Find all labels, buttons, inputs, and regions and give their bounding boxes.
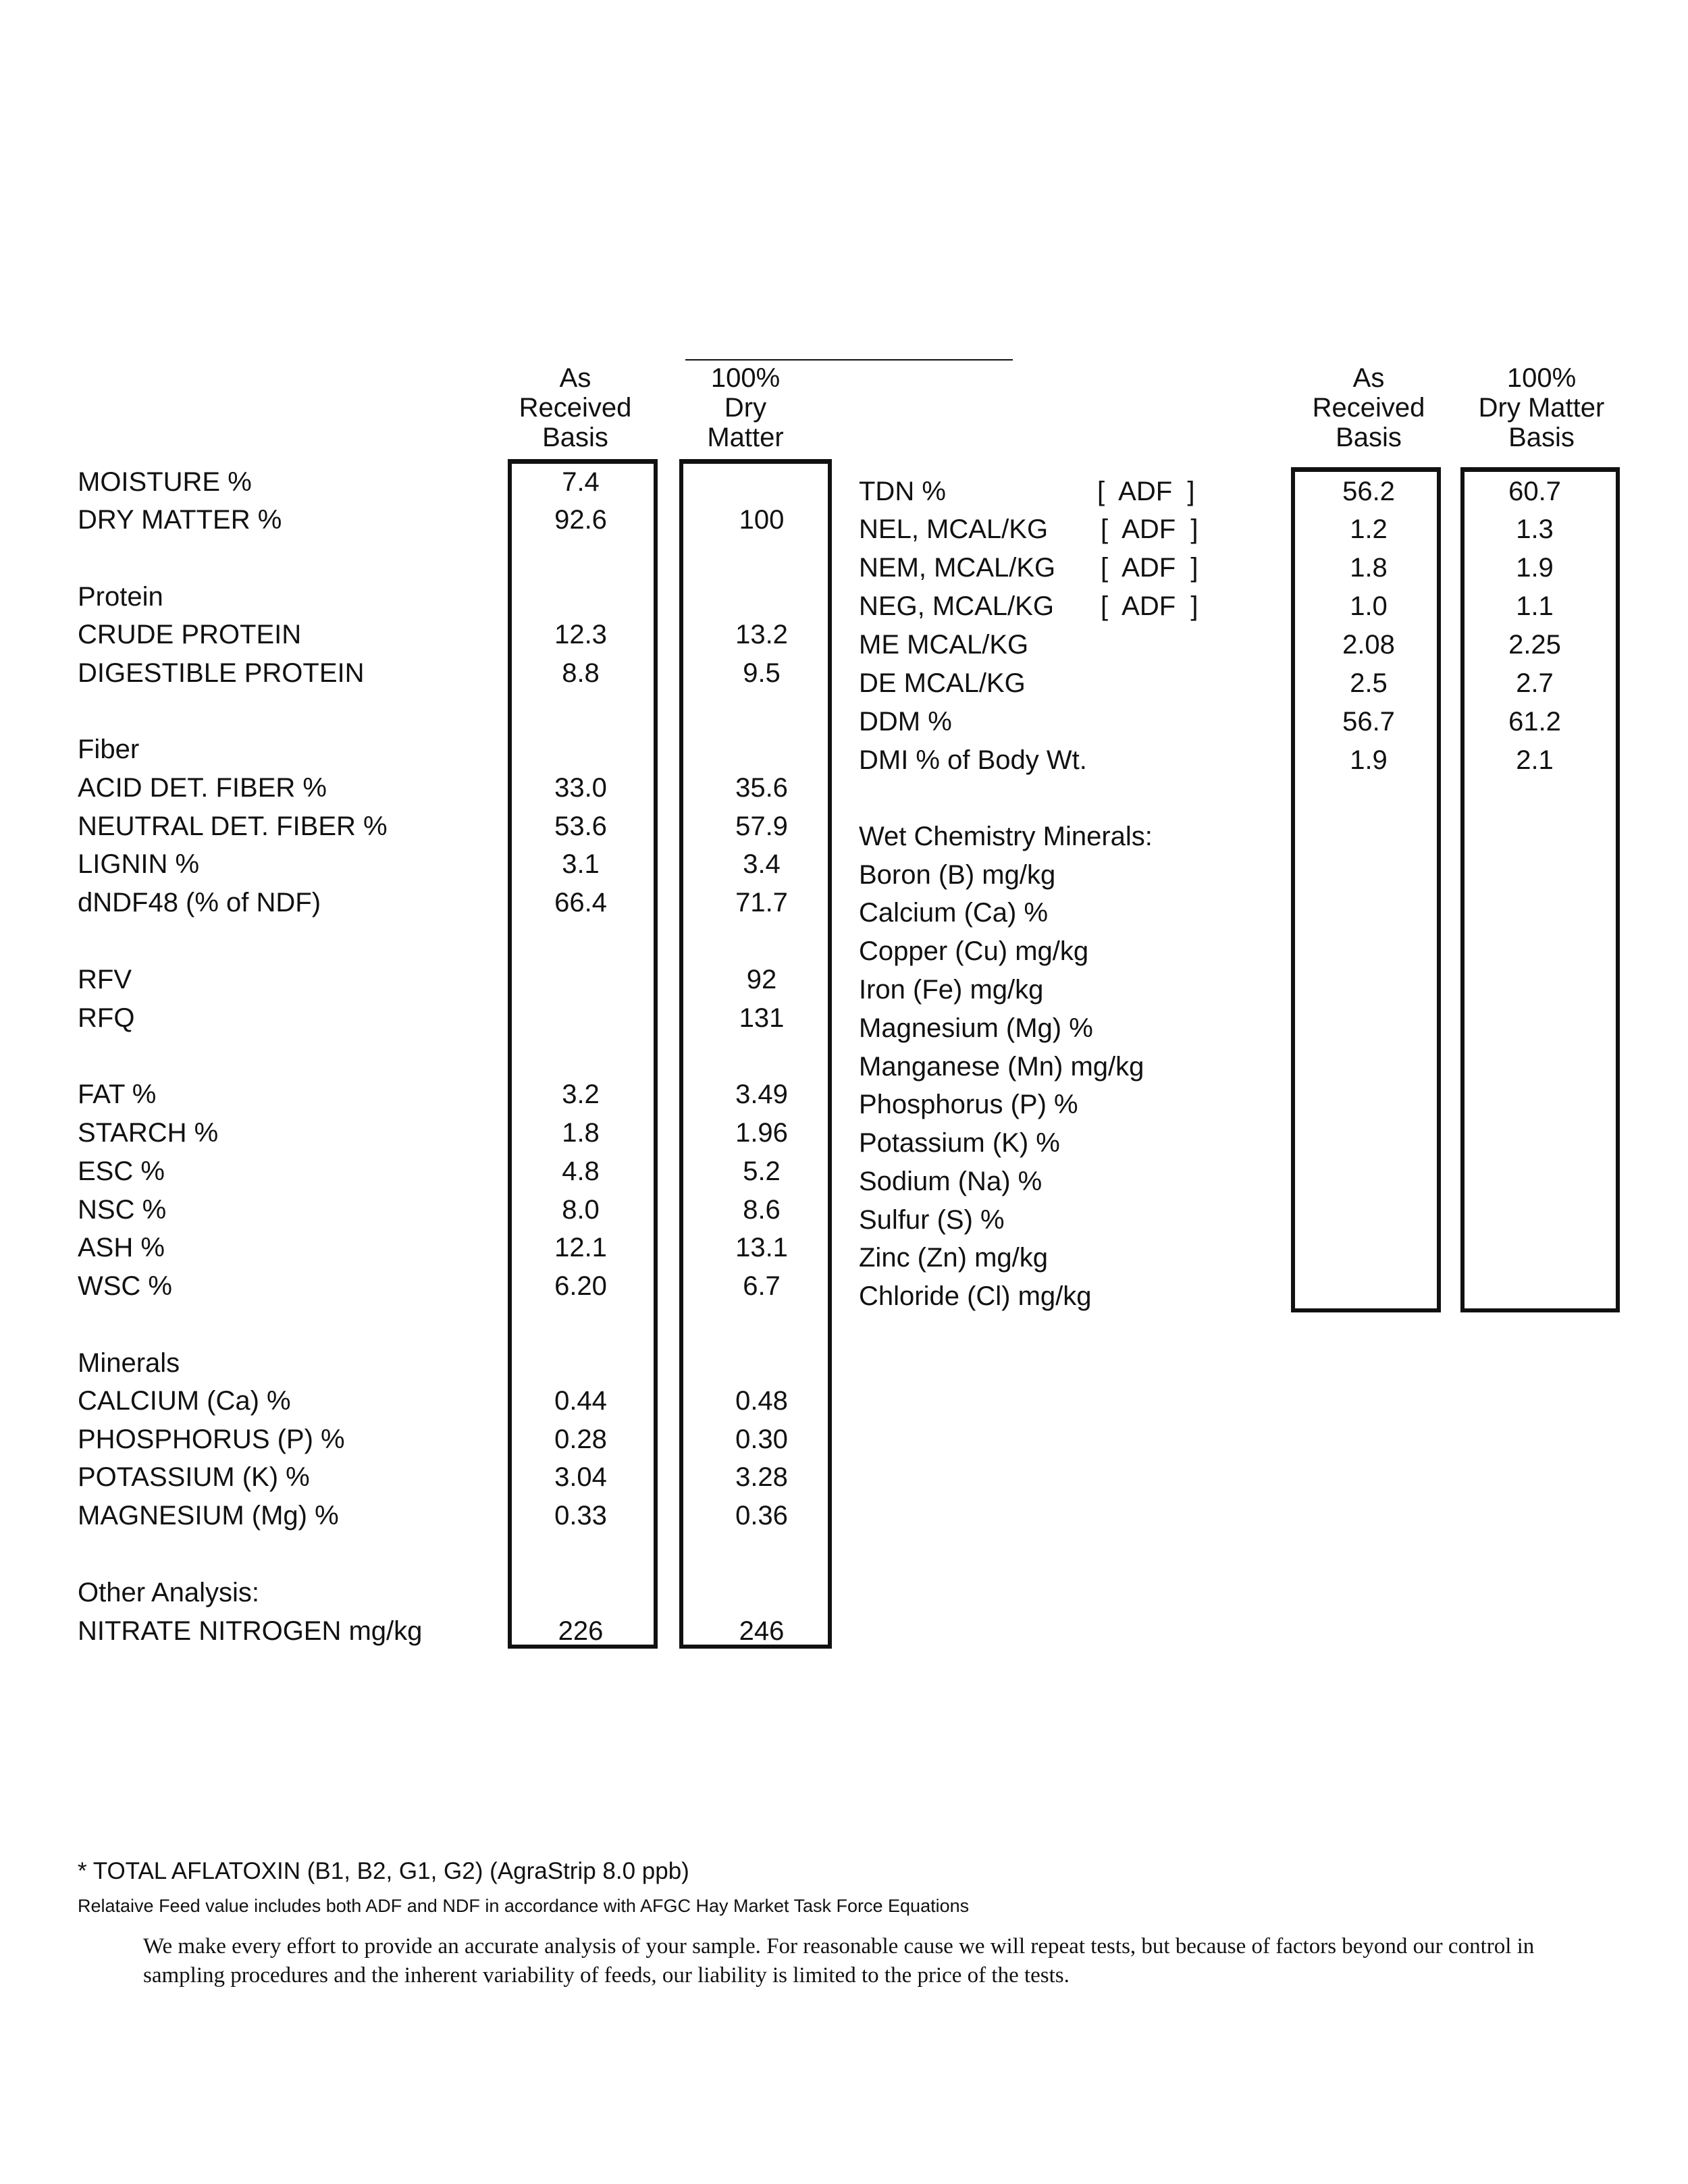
value-neg-dry: 1.1 [1516,591,1554,621]
value-me-as-received: 2.08 [1342,630,1395,660]
mineral-zinc: Zinc (Zn) mg/kg [859,1243,1049,1273]
header-line: Basis [542,423,608,452]
value-esc-as-received: 4.8 [562,1156,600,1186]
header-line: Dry Matter [1478,393,1605,423]
header-line: Basis [1336,423,1402,452]
value-phosphorus-as-received: 0.28 [554,1424,607,1454]
value-starch-dry: 1.96 [735,1118,788,1148]
row-label-rfq: RFQ [78,1003,135,1033]
value-nsc-as-received: 8.0 [562,1195,600,1225]
value-nel-as-received: 1.2 [1350,514,1388,544]
header-line: 100% [1506,363,1577,393]
row-label-adf: ACID DET. FIBER % [78,773,327,803]
value-crude-protein-dry: 13.2 [735,620,788,649]
row-label-neg: NEG, MCAL/KG [859,591,1054,621]
value-magnesium-dry: 0.36 [735,1501,788,1530]
header-line: As [1352,363,1385,393]
value-nem-as-received: 1.8 [1350,553,1388,583]
row-label-fat: FAT % [78,1080,157,1109]
value-fat-as-received: 3.2 [562,1080,600,1109]
mineral-sodium: Sodium (Na) % [859,1167,1043,1196]
mineral-sulfur: Sulfur (S) % [859,1205,1005,1235]
mineral-magnesium: Magnesium (Mg) % [859,1013,1093,1043]
value-nsc-dry: 8.6 [743,1195,781,1225]
value-calcium-dry: 0.48 [735,1386,788,1416]
value-dndf48-dry: 71.7 [735,888,788,917]
value-crude-protein-as-received: 12.3 [554,620,607,649]
value-digestible-protein-dry: 9.5 [743,658,781,688]
section-protein: Protein [78,582,163,612]
section-fiber: Fiber [78,735,140,764]
value-ndf-as-received: 53.6 [554,811,607,841]
value-wsc-as-received: 6.20 [554,1271,607,1301]
row-label-tdn: TDN % [859,477,946,506]
row-label-esc: ESC % [78,1156,165,1186]
header-rule [685,359,1013,361]
rfv-note: Relataive Feed value includes both ADF and NDF in accordance with AFGC Hay Market Task Force Equations [78,1896,970,1916]
row-label-moisture: MOISTURE % [78,467,252,497]
value-ash-as-received: 12.1 [554,1233,607,1262]
header-line: Received [519,393,632,423]
value-fat-dry: 3.49 [735,1080,788,1109]
value-ash-dry: 13.1 [735,1233,788,1262]
value-potassium-dry: 3.28 [735,1462,788,1492]
mineral-calcium: Calcium (Ca) % [859,898,1049,928]
value-rfq-dry: 131 [739,1003,785,1033]
header-line: Basis [1508,423,1575,452]
row-label-digestible-protein: DIGESTIBLE PROTEIN [78,658,365,688]
mineral-manganese: Manganese (Mn) mg/kg [859,1052,1144,1082]
row-label-crude-protein: CRUDE PROTEIN [78,620,302,649]
row-label-wsc: WSC % [78,1271,172,1301]
value-dndf48-as-received: 66.4 [554,888,607,917]
row-label-nem: NEM, MCAL/KG [859,553,1056,583]
disclaimer: We make every effort to provide an accurate analysis of your sample. For reasonable cause we will repeat tests, but because of factors beyond our control in sampling procedures and the inherent variability of feeds, our liability is limited to the price of the tests. [143,1934,1535,1988]
value-ddm-as-received: 56.7 [1342,707,1395,737]
value-nel-dry: 1.3 [1516,514,1554,544]
mineral-iron: Iron (Fe) mg/kg [859,975,1044,1005]
header-line: 100% [710,363,781,393]
row-label-calcium: CALCIUM (Ca) % [78,1386,291,1416]
row-label-lignin: LIGNIN % [78,849,200,879]
section-minerals: Minerals [78,1348,180,1378]
row-label-de: DE MCAL/KG [859,668,1026,698]
value-potassium-as-received: 3.04 [554,1462,607,1492]
header-line: As [559,363,591,393]
row-label-rfv: RFV [78,965,132,994]
mineral-chloride: Chloride (Cl) mg/kg [859,1281,1092,1311]
mineral-phosphorus: Phosphorus (P) % [859,1090,1078,1119]
value-phosphorus-dry: 0.30 [735,1424,788,1454]
row-label-nsc: NSC % [78,1195,167,1225]
value-magnesium-as-received: 0.33 [554,1501,607,1530]
mineral-potassium: Potassium (K) % [859,1128,1060,1158]
value-dry-matter-dry: 100 [739,505,785,535]
value-rfv-dry: 92 [746,965,777,994]
row-label-ash: ASH % [78,1233,165,1262]
header-line: Received [1312,393,1425,423]
value-tdn-as-received: 56.2 [1342,477,1395,506]
value-lignin-dry: 3.4 [743,849,781,879]
row-label-nel: NEL, MCAL/KG [859,514,1049,544]
value-adf-as-received: 33.0 [554,773,607,803]
value-esc-dry: 5.2 [743,1156,781,1186]
left-dry-matter-header [707,363,783,452]
wet-chemistry-minerals-title: Wet Chemistry Minerals: [859,822,1153,851]
value-dry-matter-as-received: 92.6 [554,505,607,535]
value-wsc-dry: 6.7 [743,1271,781,1301]
row-label-phosphorus: PHOSPHORUS (P) % [78,1424,345,1454]
value-ndf-dry: 57.9 [735,811,788,841]
value-tdn-dry: 60.7 [1508,477,1561,506]
mineral-boron: Boron (B) mg/kg [859,860,1056,890]
method-nel: [ ADF ] [1101,514,1198,544]
method-tdn: [ ADF ] [1097,477,1195,506]
value-digestible-protein-as-received: 8.8 [562,658,600,688]
aflatoxin-note: * TOTAL AFLATOXIN (B1, B2, G1, G2) (AgraStrip 8.0 ppb) [78,1858,689,1884]
value-nem-dry: 1.9 [1516,553,1554,583]
value-ddm-dry: 61.2 [1508,707,1561,737]
row-label-dndf48: dNDF48 (% of NDF) [78,888,321,917]
value-adf-dry: 35.6 [735,773,788,803]
value-de-as-received: 2.5 [1350,668,1388,698]
row-label-ndf: NEUTRAL DET. FIBER % [78,811,388,841]
value-nitrate-dry: 246 [739,1616,785,1646]
row-label-potassium: POTASSIUM (K) % [78,1462,310,1492]
row-label-ddm: DDM % [859,707,952,737]
value-calcium-as-received: 0.44 [554,1386,607,1416]
value-me-dry: 2.25 [1508,630,1561,660]
row-label-dmi: DMI % of Body Wt. [859,745,1087,775]
right-as-received-header [1313,363,1425,452]
row-label-nitrate-nitrogen: NITRATE NITROGEN mg/kg [78,1616,423,1646]
method-nem: [ ADF ] [1101,553,1198,583]
row-label-starch: STARCH % [78,1118,219,1148]
value-neg-as-received: 1.0 [1350,591,1388,621]
method-neg: [ ADF ] [1101,591,1198,621]
value-starch-as-received: 1.8 [562,1118,600,1148]
value-lignin-as-received: 3.1 [562,849,600,879]
left-as-received-header [519,363,632,452]
value-moisture-as-received: 7.4 [562,467,600,497]
value-nitrate-as-received: 226 [558,1616,604,1646]
mineral-copper: Copper (Cu) mg/kg [859,936,1089,966]
header-line: Dry [724,393,767,423]
header-line: Matter [707,423,784,452]
value-dmi-dry: 2.1 [1516,745,1554,775]
section-other-analysis: Other Analysis: [78,1578,260,1607]
row-label-magnesium: MAGNESIUM (Mg) % [78,1501,339,1530]
value-dmi-as-received: 1.9 [1350,745,1388,775]
row-label-me: ME MCAL/KG [859,630,1029,660]
row-label-dry-matter: DRY MATTER % [78,505,282,535]
value-de-dry: 2.7 [1516,668,1554,698]
right-dry-matter-header [1479,363,1605,452]
